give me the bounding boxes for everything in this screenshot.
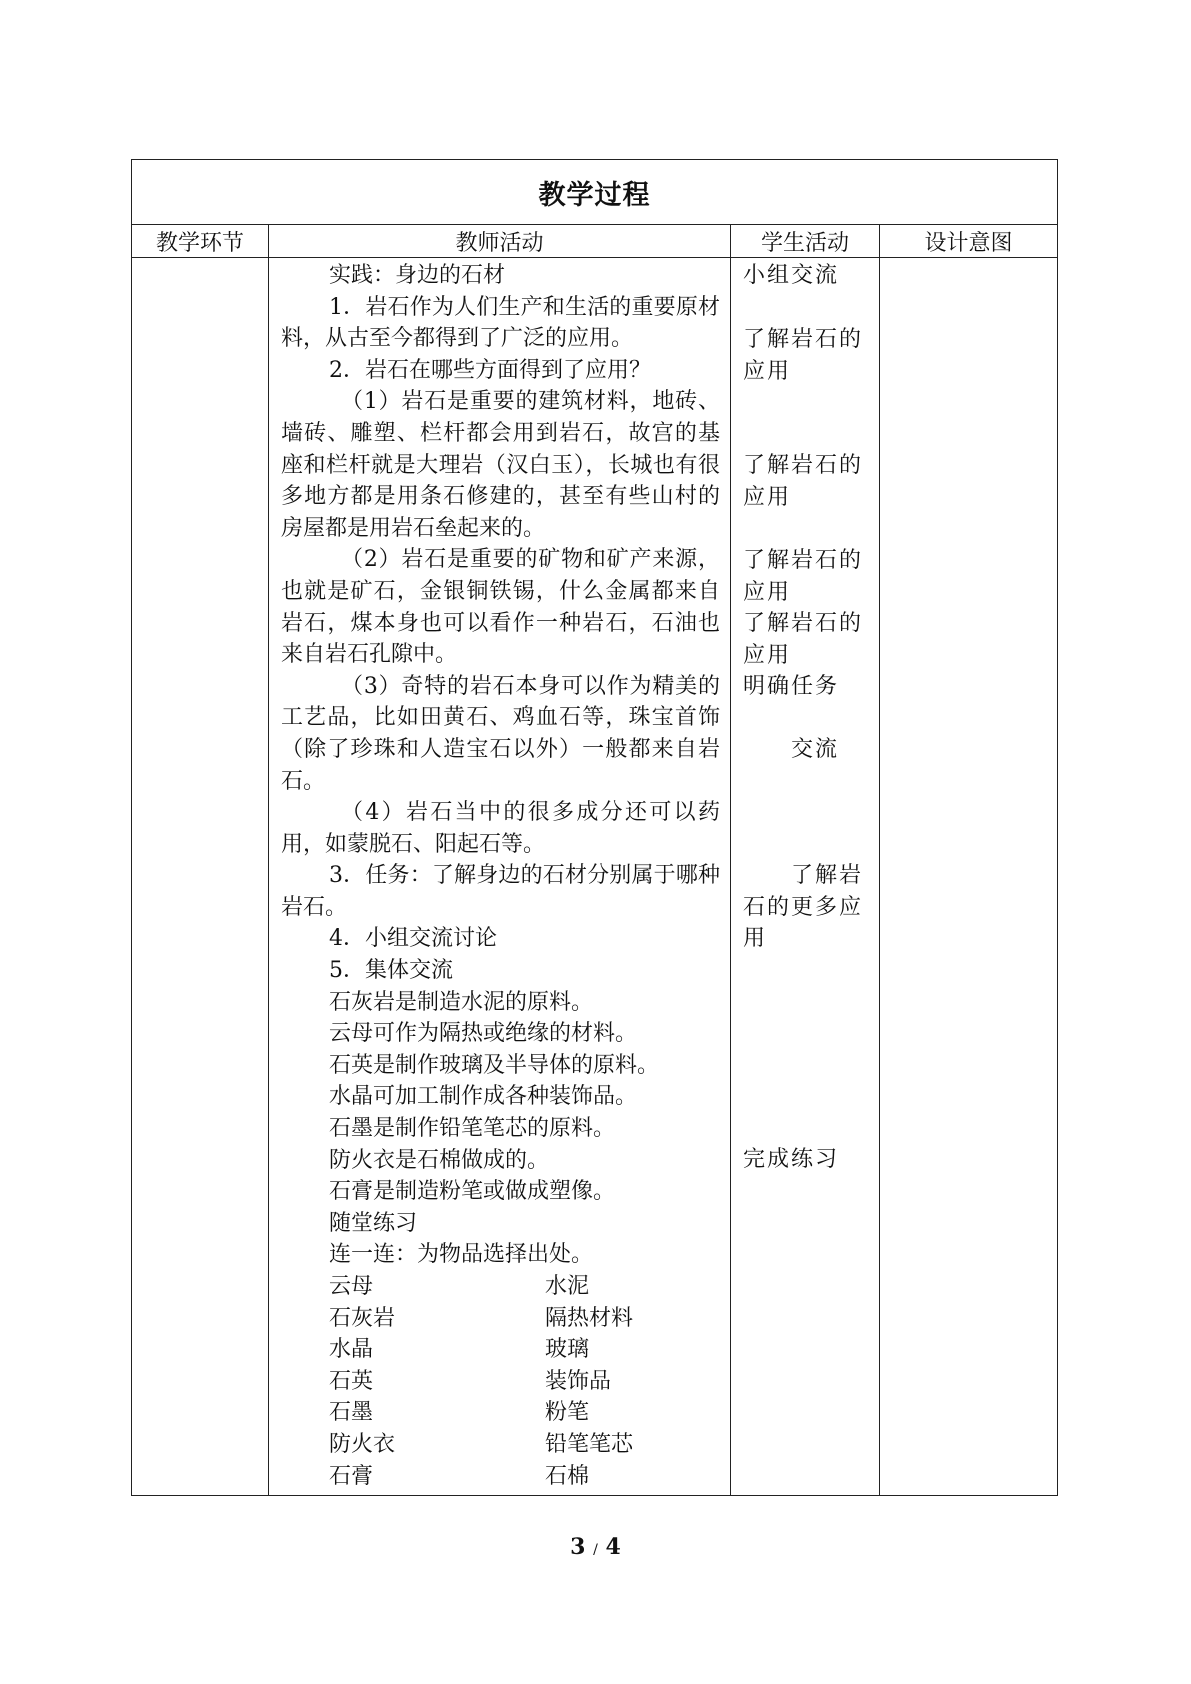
student-activity-item: 了解岩石的应用 [743,611,864,668]
student-activity-item: 小组交流 [743,263,840,288]
teaching-process-table [131,159,1058,1496]
use-item: 石灰岩是制造水泥的原料。 [329,989,594,1015]
table-title: 教学过程 [132,160,1058,225]
teacher-paragraph: （1）岩石是重要的建筑材料，地砖、墙砖、雕塑、栏杆都会用到岩石，故宫的基座和栏杆就是大理岩（汉白玉），长城也有很多地方都是用条石修建的，甚至有些山村的房屋都是用岩石垒起来的。 [281,389,720,541]
teacher-paragraph: 5．集体交流 [329,958,453,984]
teaching-stage-cell [132,258,269,1496]
teacher-paragraph: 2．岩石在哪些方面得到了应用？ [329,357,651,383]
design-intent-cell [880,258,1058,1496]
use-item: 水晶可加工制作成各种装饰品。 [329,1084,638,1110]
matching-pair [281,1366,720,1398]
header-teacher-activity: 教师活动 [269,225,731,258]
header-design-intent: 设计意图 [880,225,1058,258]
matching-left: 云母 [329,1274,374,1299]
matching-right: 石棉 [545,1463,590,1489]
teacher-paragraph: 1．岩石作为人们生产和生活的重要原材料，从古至今都得到了广泛的应用。 [281,294,720,352]
matching-left: 石墨 [329,1400,374,1426]
student-activity-item: 明确任务 [743,674,840,699]
header-student-activity: 学生活动 [731,225,880,258]
teacher-activity-cell [269,258,731,1496]
use-item: 云母可作为隔热或绝缘的材料。 [329,1021,638,1047]
teacher-paragraph: 3．任务：了解身边的石材分别属于哪种岩石。 [281,863,720,920]
page-separator: / [593,1542,598,1558]
matching-right: 隔热材料 [545,1305,634,1331]
matching-right: 铅笔笔芯 [545,1431,634,1457]
matching-pair [281,1397,720,1429]
use-item: 石膏是制造粉笔或做成塑像。 [329,1179,616,1205]
matching-pair [281,1303,720,1335]
use-item: 防火衣是石棉做成的。 [329,1147,550,1173]
student-activity-item: 了解岩石的更多应用 [743,863,864,952]
student-activity-cell [731,258,880,1496]
student-activity-item: 了解岩石的应用 [743,453,864,510]
matching-pair [281,1461,720,1493]
use-item: 石英是制作玻璃及半导体的原料。 [329,1052,660,1078]
matching-right: 玻璃 [545,1337,590,1363]
matching-pair [281,1429,720,1461]
student-activity-item: 了解岩石的应用 [743,548,864,605]
teacher-paragraph: （3）奇特的岩石本身可以作为精美的工艺品，比如田黄石、鸡血石等，珠宝首饰（除了珍珠和人造宝石以外）一般都来自岩石。 [281,673,720,794]
matching-left: 水晶 [329,1337,374,1363]
teacher-paragraph: （4）岩石当中的很多成分还可以药用，如蒙脱石、阳起石等。 [281,800,720,857]
practice-title: 随堂练习 [329,1210,418,1236]
page-number [0,1534,1191,1560]
matching-left: 石膏 [329,1463,374,1489]
teacher-heading: 实践：身边的石材 [329,263,506,288]
matching-pair [281,1334,720,1366]
matching-right: 装饰品 [545,1368,612,1394]
matching-left: 防火衣 [329,1431,396,1457]
matching-left: 石灰岩 [329,1305,396,1331]
page-current: 3 [570,1534,586,1560]
teacher-paragraph: （2）岩石是重要的矿物和矿产来源，也就是矿石，金银铜铁锡，什么金属都来自岩石，煤本身也可以看作一种岩石，石油也来自岩石孔隙中。 [281,547,720,668]
student-activity-item: 完成练习 [743,1147,840,1172]
matching-left: 石英 [329,1368,374,1394]
matching-right: 粉笔 [545,1400,590,1426]
page-total: 4 [605,1534,621,1560]
matching-pair [281,1271,720,1303]
header-teaching-stage: 教学环节 [132,225,269,258]
student-activity-item: 交流 [791,737,840,762]
matching-right: 水泥 [545,1274,590,1299]
student-activity-item: 了解岩石的应用 [743,327,864,384]
practice-prompt: 连一连：为物品选择出处。 [329,1242,594,1268]
use-item: 石墨是制作铅笔笔芯的原料。 [329,1116,616,1142]
teacher-paragraph: 4．小组交流讨论 [329,926,497,952]
